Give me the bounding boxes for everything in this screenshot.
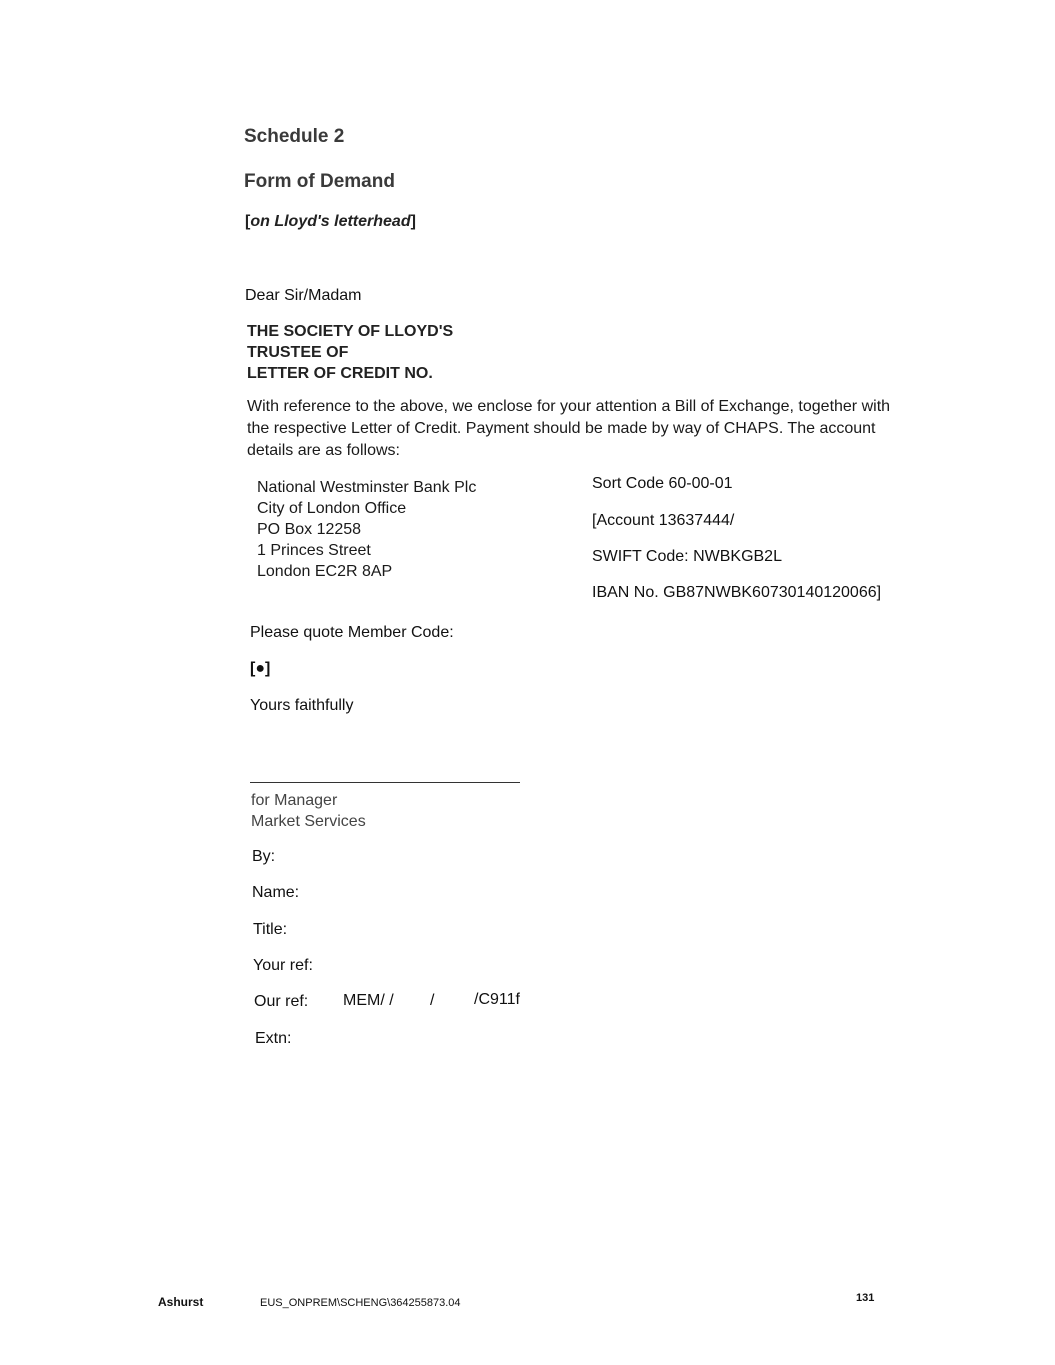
signatory-line: Market Services (251, 813, 366, 830)
subject-block (247, 321, 453, 384)
signatory-line: for Manager (251, 792, 338, 809)
name-label: Name: (252, 884, 300, 901)
salutation: Dear Sir/Madam (245, 287, 362, 304)
sort-code: Sort Code 60-00-01 (592, 475, 733, 492)
member-code-placeholder: [●] (250, 660, 271, 677)
bank-address-line: PO Box 12258 (257, 521, 362, 538)
bank-address-line: London EC2R 8AP (257, 563, 393, 580)
bank-address-line: City of London Office (257, 500, 407, 517)
subject-line: TRUSTEE OF (247, 344, 349, 361)
body-paragraph: With reference to the above, we enclose for your attention a Bill of Exchange, together with the respective Letter of Credit. Payment should be made by way of CHAPS. The account details are as follows: (247, 398, 891, 459)
signature-line (250, 782, 520, 783)
bank-address-line: National Westminster Bank Plc (257, 479, 477, 496)
form-title: Form of Demand (244, 171, 395, 192)
letterhead-note-text: on Lloyd's letterhead (250, 213, 411, 230)
signatory-block (251, 790, 366, 832)
your-ref-label: Your ref: (253, 957, 313, 974)
iban-number: IBAN No. GB87NWBK60730140120066] (592, 584, 882, 601)
letterhead-note-suffix: ] (410, 213, 416, 230)
letterhead-note-prefix: [ (245, 213, 251, 230)
our-ref-part3: /C911f (474, 991, 520, 1008)
by-label: By: (252, 848, 276, 865)
our-ref-part1: MEM/ / (343, 992, 394, 1009)
subject-line: LETTER OF CREDIT NO. (247, 365, 433, 382)
our-ref-part2: / (430, 992, 435, 1009)
bank-address (257, 477, 476, 582)
swift-code: SWIFT Code: NWBKGB2L (592, 548, 782, 565)
page-number: 131 (856, 1292, 875, 1304)
title-label: Title: (253, 921, 288, 938)
account-number: [Account 13637444/ (592, 512, 735, 529)
subject-line: THE SOCIETY OF LLOYD'S (247, 323, 454, 340)
letterhead-note (245, 213, 416, 231)
extn-label: Extn: (255, 1030, 292, 1047)
our-ref-label: Our ref: (254, 993, 309, 1010)
closing: Yours faithfully (250, 697, 354, 714)
footer-doc-ref: EUS_ONPREM\SCHENG\364255873.04 (260, 1297, 461, 1309)
schedule-title: Schedule 2 (244, 126, 345, 147)
member-code-label: Please quote Member Code: (250, 624, 454, 641)
footer-firm: Ashurst (158, 1295, 204, 1309)
bank-address-line: 1 Princes Street (257, 542, 371, 559)
